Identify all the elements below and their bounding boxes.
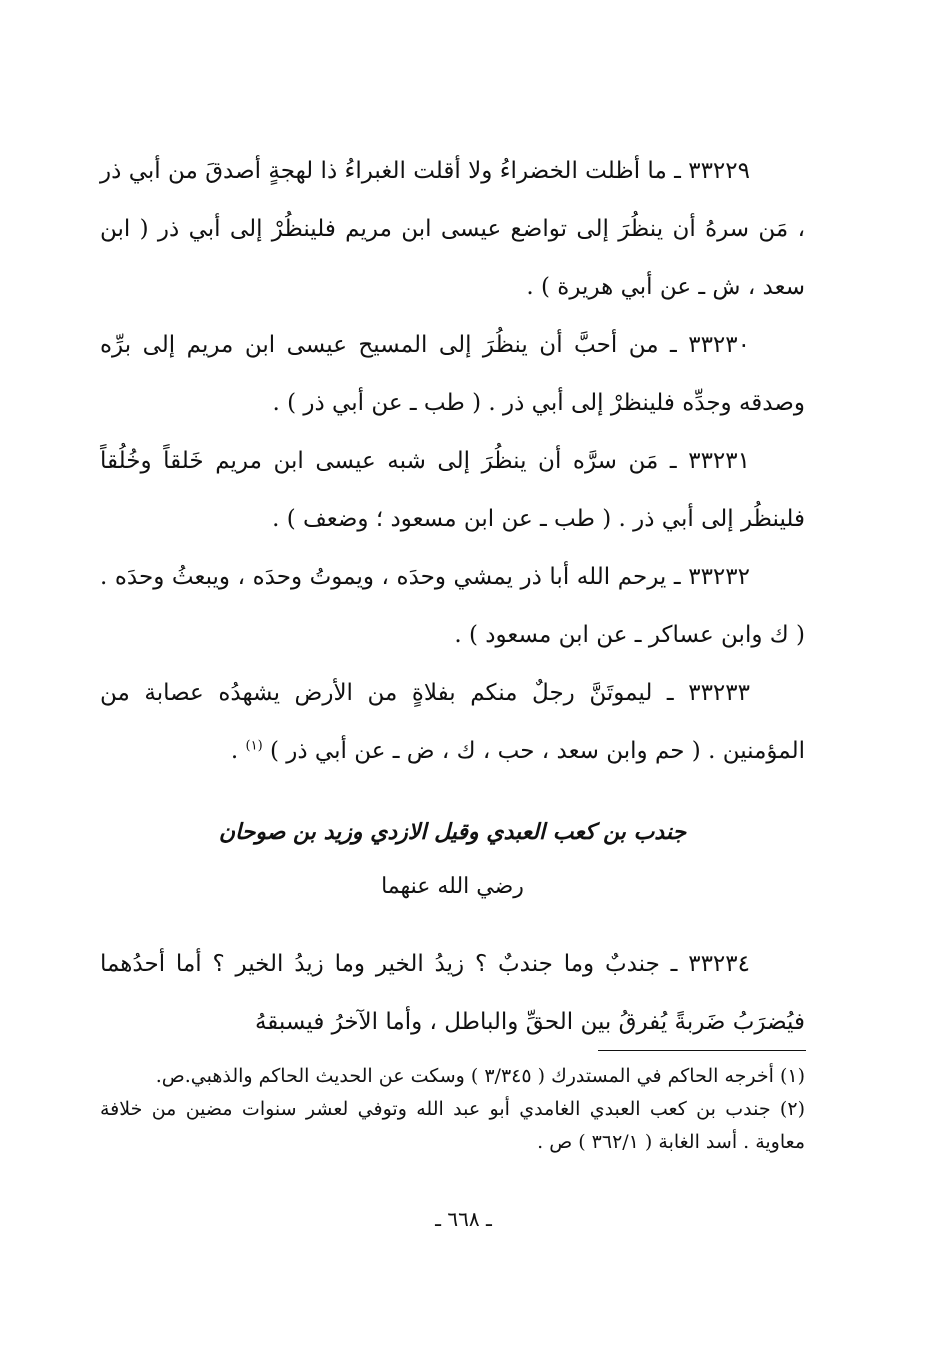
footnote-1: (١) أخرجه الحاكم في المستدرك ( ٣/٣٤٥ ) وسكت عن الحديث الحاكم والذهبي.ص. [155, 1065, 805, 1087]
footnote-2: (٢) جندب بن كعب العبدي الغامدي أبو عبد الله وتوفي لعشر سنوات مضين من خلافة معاوية . أسد الغابة ( ٣٦٢/١ ) ص . [100, 1098, 805, 1153]
hadith-entry-33230: ٣٣٢٣٠ ـ من أحبَّ أن ينظُرَ إلى المسيح عيسى ابن مريم إلى برِّه وصدقه وجدِّه فلينظرْ إلى أبي ذر . ( طب ـ عن أبي ذر ) . [100, 332, 805, 416]
section-subtitle: رضي الله عنهما [381, 874, 524, 899]
section-title: جندب بن كعب العبدي وقيل الازدي وزيد بن صوحان [218, 819, 687, 845]
footnote-divider [598, 1050, 806, 1051]
footnote-marker-1: (١) [245, 738, 263, 754]
hadith-entry-33232: ٣٣٢٣٢ ـ يرحم الله أبا ذر يمشي وحدَه ، ويموتُ وحدَه ، ويبعثُ وحدَه . ( ك وابن عساكر ـ عن ابن مسعود ) . [100, 564, 805, 648]
hadith-entry-33233-text: ٣٣٢٣٣ ـ ليموتَنَّ رجلٌ منكم بفلاةٍ من الأرض يشهدُه عصابة من المؤمنين . ( حم وابن سعد ، حب ، ك ، ض ـ عن أبي ذر ) [100, 680, 805, 764]
hadith-entry-33229: ٣٣٢٢٩ ـ ما أظلت الخضراءُ ولا أقلت الغبراءُ ذا لهجةٍ أصدقَ من أبي ذر ، مَن سرهُ أن ينظُرَ إلى تواضع عيسى ابن مريم فلينظُرْ إلى أبي ذر ( ابن سعد ، ش ـ عن أبي هريرة ) . [100, 158, 805, 300]
footnotes [100, 1060, 805, 1159]
hadith-entry-33231: ٣٣٢٣١ ـ مَن سرَّه أن ينظُرَ إلى شبه عيسى ابن مريم خَلقاً وخُلُقاً فلينظُر إلى أبي ذر . ( طب ـ عن ابن مسعود ؛ وضعف ) . [100, 448, 805, 532]
page-number: ـ ٦٦٨ ـ [435, 1207, 492, 1231]
hadith-entries [100, 142, 805, 780]
hadith-entries-continued [100, 935, 805, 1051]
hadith-entry-33233 [100, 664, 805, 780]
hadith-entry-33233-tail: . [230, 738, 246, 764]
hadith-entry-33234: ٣٣٢٣٤ ـ جندبٌ وما جندبٌ ؟ زيدُ الخير وما زيدُ الخير ؟ أما أحدُهما فيُضرَبُ ضَربةً يُفرقُ بين الحقِّ والباطل ، وأما الآخرُ فيسبقهُ [100, 951, 805, 1035]
